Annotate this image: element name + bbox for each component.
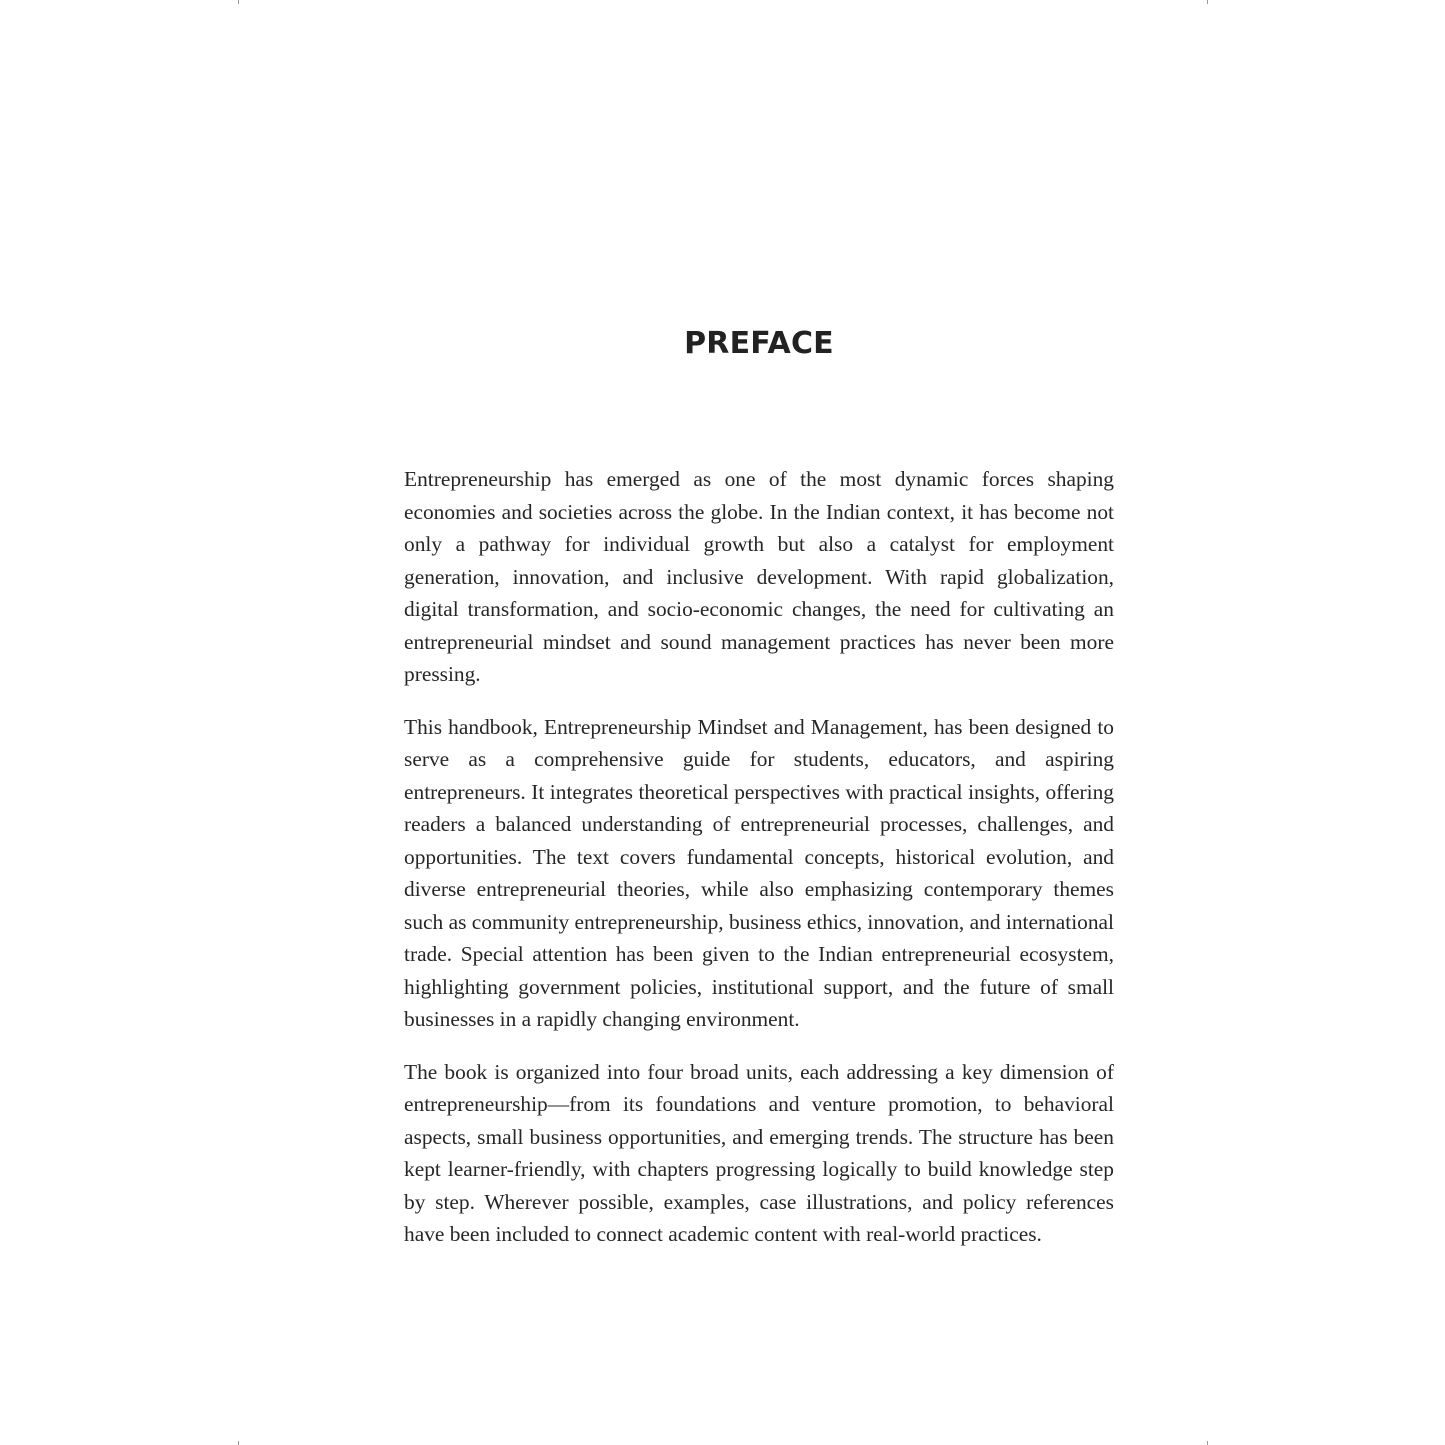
paragraph: This handbook, Entrepreneurship Mindset and Management, has been designed to serve as a comprehensive guide for students, educators, and aspiring entrepreneurs. It integrates theoretical perspectives with practical insights, offering readers a balanced understanding of entrepreneurial processes, challenges, and opportunities. The text covers fundamental concepts, historical evolution, and diverse entrepreneurial theories, while also emphasizing contemporary themes such as community entrepreneurship, business ethics, innovation, and international trade. Special attention has been given to the Indian entrepreneurial ecosystem, highlighting government policies, institutional support, and the future of small businesses in a rapidly changing environment. (404, 714, 1114, 1031)
crop-mark-bottom-left (238, 1441, 239, 1445)
preface-body (404, 463, 1114, 1271)
crop-mark-bottom-right (1207, 1441, 1208, 1445)
paragraph: Entrepreneurship has emerged as one of the most dynamic forces shaping economies and societies across the globe. In the Indian context, it has become not only a pathway for individual growth but also a catalyst for employment generation, innovation, and inclusive development. With rapid globalization, digital transformation, and socio-economic changes, the need for cultivating an entrepreneurial mindset and sound management practices has never been more pressing. (404, 467, 1114, 686)
crop-mark-top-right (1207, 0, 1208, 4)
crop-mark-top-left (238, 0, 239, 4)
page-title: PREFACE (684, 326, 834, 361)
paragraph: The book is organized into four broad units, each addressing a key dimension of entrepreneurship—from its foundations and venture promotion, to behavioral aspects, small business opportunities, and emerging trends. The structure has been kept learner-friendly, with chapters progressing logically to build knowledge step by step. Wherever possible, examples, case illustrations, and policy references have been included to connect academic content with real-world practices. (404, 1059, 1114, 1246)
